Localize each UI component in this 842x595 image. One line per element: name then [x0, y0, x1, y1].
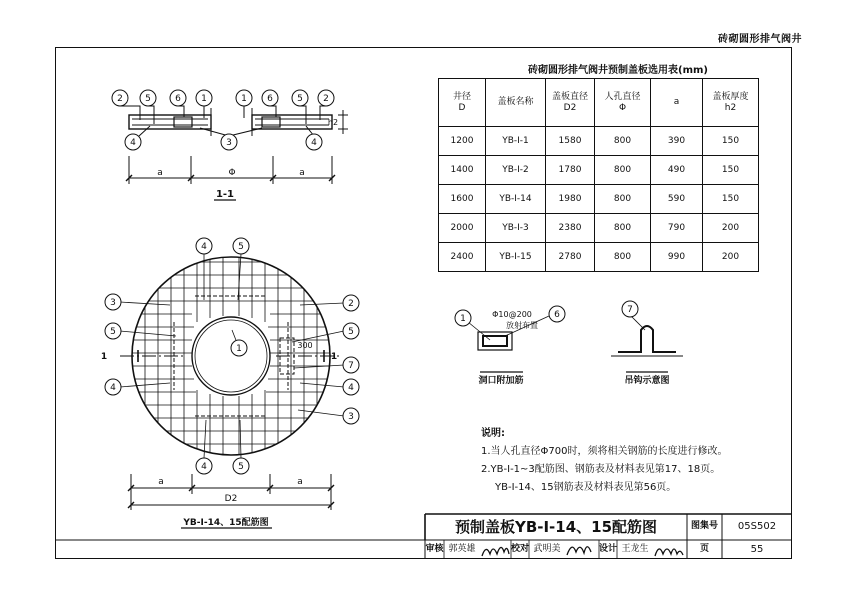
- callout-label: 1: [236, 344, 242, 354]
- dim-phi: Φ: [228, 168, 236, 178]
- table-cell: 150: [703, 156, 759, 185]
- dim-a-left: a: [158, 477, 164, 487]
- callout-label: 4: [130, 138, 136, 148]
- atlas-number: 05S502: [737, 521, 777, 532]
- callout-label: 5: [145, 94, 151, 104]
- callout-label: 2: [323, 94, 329, 104]
- col-header: 盖板直径 D2: [546, 79, 595, 127]
- note-line: 1.当人孔直径Φ700时，须将相关钢筋的长度进行修改。: [481, 446, 728, 457]
- table-cell: 1780: [546, 156, 595, 185]
- table-cell: 2000: [439, 214, 486, 243]
- table-cell: YB-I-15: [486, 243, 546, 272]
- callout-label: 2: [117, 94, 123, 104]
- table-cell: 200: [703, 214, 759, 243]
- callout-label: 3: [110, 298, 116, 308]
- notes-title: 说明:: [481, 428, 505, 439]
- note-line: YB-I-14、15钢筋表及材料表见第56页。: [495, 482, 677, 493]
- table-cell: 150: [703, 127, 759, 156]
- table-cell: 2400: [439, 243, 486, 272]
- col-header: 人孔直径 Φ: [595, 79, 651, 127]
- callout-label: 1: [201, 94, 207, 104]
- table-cell: 800: [595, 214, 651, 243]
- table-cell: 1580: [546, 127, 595, 156]
- callout-label: 5: [297, 94, 303, 104]
- callout-label: 6: [267, 94, 273, 104]
- table-cell: 150: [703, 185, 759, 214]
- callout-label: 3: [226, 138, 232, 148]
- header-title: 砖砌圆形排气阀井: [718, 34, 802, 45]
- table-caption: 砖砌圆形排气阀井预制盖板选用表(mm): [528, 65, 708, 76]
- callout-label: 4: [201, 242, 207, 252]
- note-line: 2.YB-I-1~3配筋图、钢筋表及材料表见第17、18页。: [481, 464, 721, 475]
- dim-a-left: a: [157, 168, 163, 178]
- review-label: 审核: [425, 544, 444, 554]
- section-mark-right: 1: [330, 352, 338, 362]
- col-header: 盖板名称: [486, 79, 546, 127]
- callout-label: 5: [348, 327, 354, 337]
- callout-label: 4: [201, 462, 207, 472]
- opening-label: 洞口附加筋: [478, 376, 524, 386]
- callout-label: 5: [110, 327, 116, 337]
- table-cell: YB-I-3: [486, 214, 546, 243]
- signature-check: [567, 547, 591, 555]
- signature-review: [482, 547, 509, 556]
- callout-label: 4: [348, 383, 354, 393]
- col-header: 井径 D: [439, 79, 486, 127]
- col-header: 盖板厚度 h2: [703, 79, 759, 127]
- callout-label: 7: [348, 361, 354, 371]
- table-cell: 590: [651, 185, 703, 214]
- table-cell: 200: [703, 243, 759, 272]
- section-label: 1-1: [215, 189, 235, 200]
- table-cell: 490: [651, 156, 703, 185]
- dim-d2: D2: [224, 494, 238, 504]
- callout-label: 2: [348, 299, 354, 309]
- design-label: 设计: [599, 544, 618, 554]
- table-cell: 1600: [439, 185, 486, 214]
- design-name: 王龙生: [621, 544, 649, 554]
- callout-label: 1: [460, 314, 466, 324]
- plan-label: YB-I-14、15配筋图: [183, 518, 269, 528]
- callout-label: 6: [175, 94, 181, 104]
- col-header: a: [651, 79, 703, 127]
- opening-spec: Φ10@200: [492, 310, 532, 319]
- table-cell: 1400: [439, 156, 486, 185]
- table-cell: 2780: [546, 243, 595, 272]
- table-cell: 390: [651, 127, 703, 156]
- table-cell: 1980: [546, 185, 595, 214]
- callout-label: 3: [348, 412, 354, 422]
- callout-label: 4: [311, 138, 317, 148]
- page-number: 55: [750, 544, 764, 555]
- table-cell: 2380: [546, 214, 595, 243]
- table-cell: 790: [651, 214, 703, 243]
- callout-label: 7: [627, 305, 633, 315]
- signature-design: [655, 549, 683, 556]
- dim-a-right: a: [297, 477, 303, 487]
- callout-label: 1: [241, 94, 247, 104]
- opening-spec-2: 放射布置: [506, 321, 538, 330]
- check-label: 校对: [511, 544, 530, 554]
- callout-label: 5: [238, 462, 244, 472]
- table-cell: 990: [651, 243, 703, 272]
- check-name: 武明美: [533, 544, 561, 554]
- dim-a-right: a: [299, 168, 305, 178]
- atlas-label: 图集号: [690, 521, 718, 531]
- table-cell: YB-I-2: [486, 156, 546, 185]
- review-name: 郭英雄: [448, 544, 476, 554]
- table-cell: 800: [595, 243, 651, 272]
- table-cell: YB-I-14: [486, 185, 546, 214]
- drawing-title: 预制盖板YB-Ⅰ-14、15配筋图: [454, 518, 658, 536]
- table-cell: 1200: [439, 127, 486, 156]
- callout-label: 5: [238, 242, 244, 252]
- callout-label: 6: [554, 310, 560, 320]
- dim-h2: h2: [327, 118, 339, 127]
- page-label: 页: [699, 544, 709, 554]
- table-cell: 800: [595, 185, 651, 214]
- section-mark-left: 1: [100, 352, 108, 362]
- callout-label: 4: [110, 383, 116, 393]
- table-cell: 800: [595, 156, 651, 185]
- dim-300: 300: [297, 341, 313, 350]
- table-cell: 800: [595, 127, 651, 156]
- table-cell: YB-I-1: [486, 127, 546, 156]
- hook-label: 吊钩示意图: [624, 376, 670, 386]
